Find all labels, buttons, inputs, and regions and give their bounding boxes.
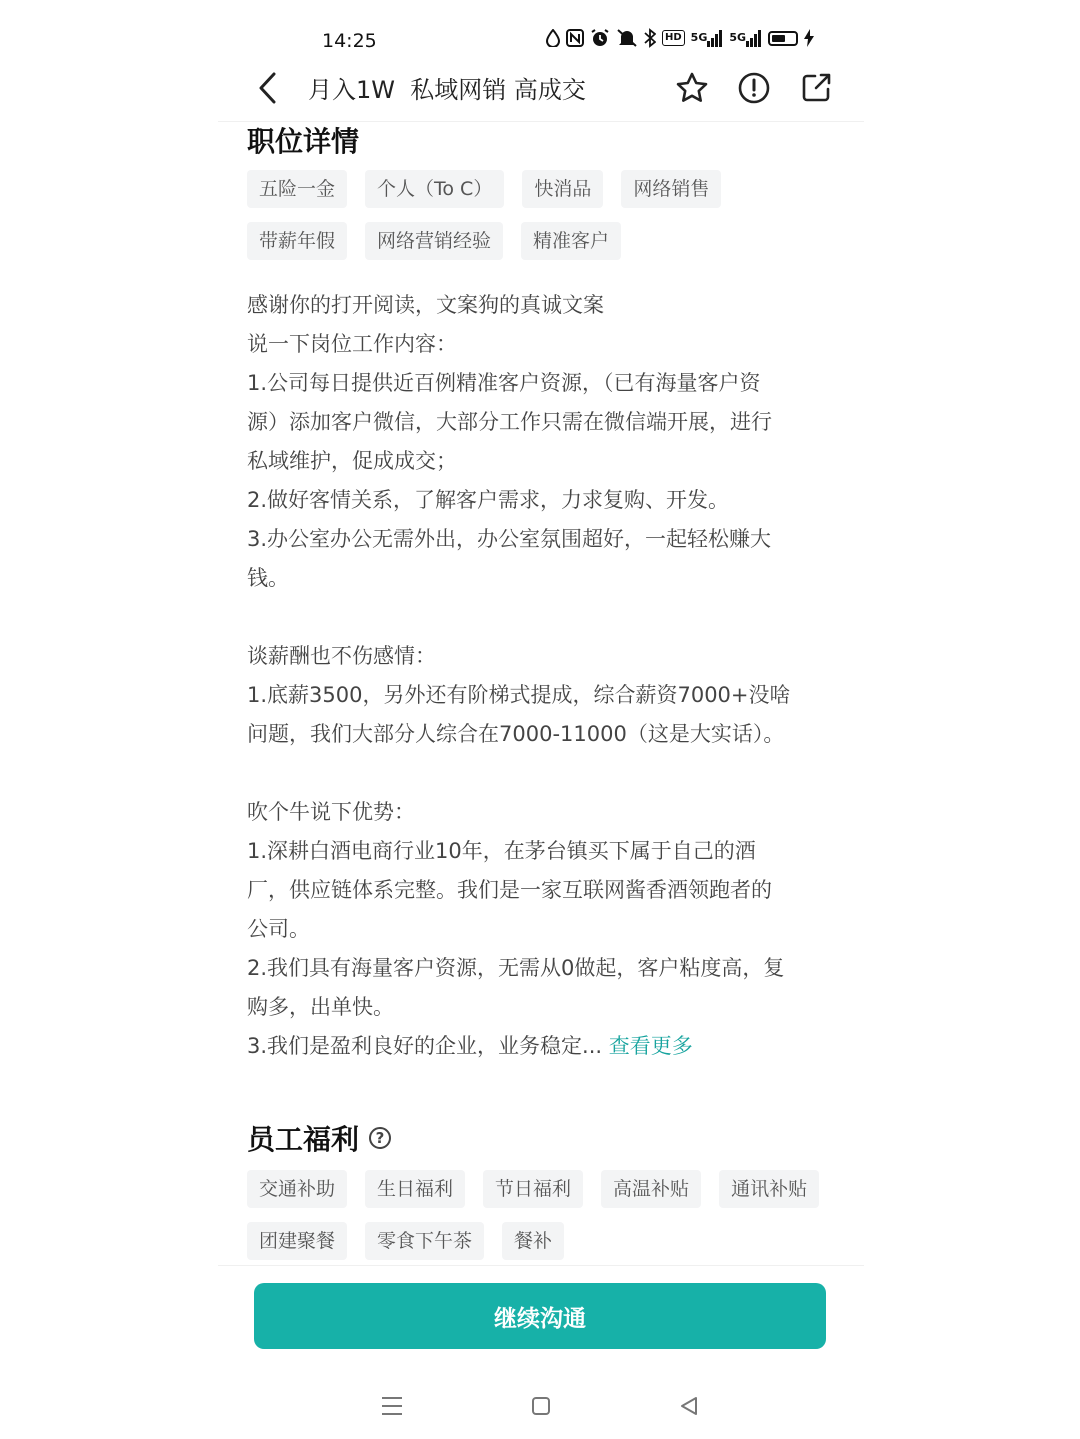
triangle-back-icon <box>679 1396 699 1416</box>
alert-icon <box>737 71 771 105</box>
description-line: 吹个牛说下优势： <box>247 800 415 824</box>
menu-icon <box>381 1396 403 1416</box>
benefit-tag: 高温补贴 <box>601 1170 701 1208</box>
continue-chat-button[interactable]: 继续沟通 <box>254 1283 826 1349</box>
drop-icon <box>546 29 560 47</box>
job-details-title: 职位详情 <box>247 125 360 158</box>
chevron-left-icon <box>258 72 278 104</box>
job-tag: 网络销售 <box>621 170 721 208</box>
job-tag: 快消品 <box>522 170 603 208</box>
description-line: 2.我们具有海量客户资源，无需从0做起，客户粘度高，复 <box>247 956 785 980</box>
job-tag: 五险一金 <box>247 170 347 208</box>
signal-5g-icon <box>691 29 724 47</box>
description-line: 钱。 <box>247 566 289 590</box>
page-title: 月入1W 私域网销 高成交 <box>308 76 586 104</box>
description-line: 谈薪酬也不伤感情： <box>247 644 436 668</box>
bluetooth-icon <box>644 28 656 48</box>
system-back-button[interactable] <box>669 1388 709 1424</box>
description-line: 购多，出单快。 <box>247 995 394 1019</box>
home-button[interactable] <box>521 1388 561 1424</box>
description-line: 厂，供应链体系完整。我们是一家互联网酱香酒领跑者的 <box>247 878 772 902</box>
description-line: 源）添加客户微信，大部分工作只需在微信端开展，进行 <box>247 410 772 434</box>
square-icon <box>531 1396 551 1416</box>
nav-bar <box>0 60 1080 116</box>
description-line: 感谢你的打开阅读，文案狗的真诚文案 <box>247 293 604 317</box>
description-line: 2.做好客情关系，了解客户需求，力求复购、开发。 <box>247 488 730 512</box>
nfc-icon <box>566 29 584 47</box>
battery-icon <box>768 31 798 46</box>
benefit-tag: 餐补 <box>502 1222 564 1260</box>
benefit-tag: 通讯补贴 <box>719 1170 819 1208</box>
description-line: 1.底薪3500，另外还有阶梯式提成，综合薪资7000+没啥 <box>247 683 791 707</box>
description-line: 1.公司每日提供近百例精准客户资源，（已有海量客户资 <box>247 371 761 395</box>
description-line: 说一下岗位工作内容： <box>247 332 457 356</box>
paragraph-gap <box>247 754 837 793</box>
divider <box>218 1265 864 1266</box>
net-label: 5G <box>690 31 708 44</box>
report-button[interactable] <box>732 66 776 110</box>
system-nav-bar <box>0 1388 1080 1424</box>
benefits-header <box>247 1118 837 1158</box>
share-icon <box>799 71 833 105</box>
share-button[interactable] <box>794 66 838 110</box>
favorite-button[interactable] <box>670 66 714 110</box>
benefit-tags <box>247 1170 837 1260</box>
description-line: 1.深耕白酒电商行业10年，在茅台镇买下属于自己的酒 <box>247 839 756 863</box>
signal-5g-icon-2 <box>729 29 762 47</box>
description-last-line <box>247 1027 837 1066</box>
benefit-tag: 交通补助 <box>247 1170 347 1208</box>
job-tag: 精准客户 <box>521 222 621 260</box>
job-tag: 个人（To C） <box>365 170 504 208</box>
job-tags <box>247 170 837 260</box>
job-tag: 带薪年假 <box>247 222 347 260</box>
job-tag: 网络营销经验 <box>365 222 503 260</box>
main-content[interactable] <box>247 122 837 1260</box>
description-line: 问题，我们大部分人综合在7000-11000（这是大实话）。 <box>247 722 785 746</box>
benefit-tag: 节日福利 <box>483 1170 583 1208</box>
net-label: 5G <box>729 31 747 44</box>
description-line: 3.办公室办公无需外出，办公室氛围超好，一起轻松赚大 <box>247 527 772 551</box>
charging-icon <box>804 29 814 47</box>
hd-icon: HD <box>662 30 685 46</box>
description-truncated-text: 3.我们是盈利良好的企业，业务稳定... <box>247 1034 603 1058</box>
status-bar <box>0 28 1080 60</box>
benefit-tag: 生日福利 <box>365 1170 465 1208</box>
job-description <box>247 286 837 1066</box>
view-more-link[interactable]: 查看更多 <box>608 1034 693 1058</box>
battery-fill <box>772 35 785 42</box>
benefit-tag: 团建聚餐 <box>247 1222 347 1260</box>
mute-icon <box>616 28 638 48</box>
star-icon <box>675 71 709 105</box>
status-time: 14:25 <box>322 30 377 52</box>
status-icons <box>546 28 814 48</box>
description-line: 公司。 <box>247 917 310 941</box>
help-icon[interactable]: ? <box>369 1127 391 1149</box>
alarm-icon <box>590 28 610 48</box>
back-button[interactable] <box>248 66 288 110</box>
description-line: 私域维护，促成成交； <box>247 449 457 473</box>
paragraph-gap <box>247 598 837 637</box>
benefits-title: 员工福利 <box>247 1123 360 1156</box>
recent-apps-button[interactable] <box>372 1388 412 1424</box>
benefit-tag: 零食下午茶 <box>365 1222 484 1260</box>
